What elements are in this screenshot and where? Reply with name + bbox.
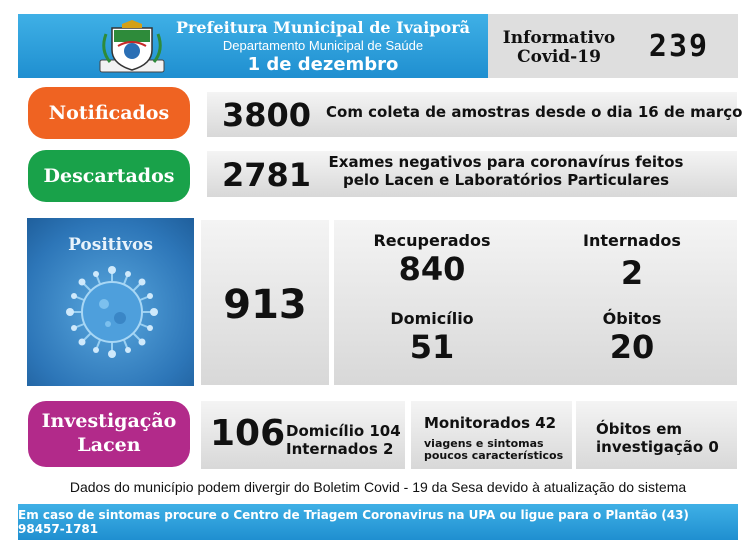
disclaimer-text: Dados do município podem divergir do Boletim Covid - 19 da Sesa devido à atualização do sistema bbox=[69, 479, 687, 495]
descartados-description bbox=[326, 153, 686, 189]
positivos-value: 913 bbox=[223, 282, 307, 328]
department-name: Departamento Municipal de Saúde bbox=[222, 38, 424, 53]
municipal-seal-icon bbox=[96, 20, 168, 76]
investigacao-label bbox=[28, 401, 190, 467]
recuperados-value: 840 bbox=[398, 250, 466, 288]
internados-label: Internados bbox=[583, 231, 681, 250]
monitorados-note-line2: poucos característicos bbox=[424, 449, 564, 462]
descartados-description-line1: Exames negativos para coronavírus feitos bbox=[328, 153, 684, 171]
monitorados-note bbox=[424, 438, 563, 462]
contact-footer: Em caso de sintomas procure o Centro de Triagem Coronavirus na UPA ou ligue para o Plantão (43) 98457-1781 bbox=[18, 504, 738, 540]
obitos-investigacao-line1: Óbitos em bbox=[596, 420, 683, 438]
monitorados-value: Monitorados 42 bbox=[424, 414, 557, 432]
descartados-label: Descartados bbox=[28, 150, 190, 202]
monitorados-note-line1: viagens e sintomas bbox=[424, 437, 544, 450]
obitos-investigacao bbox=[596, 420, 719, 456]
bulletin-date: 1 de dezembro bbox=[247, 54, 399, 75]
bulletin-number: 239 bbox=[648, 29, 710, 64]
descartados-value: 2781 bbox=[222, 156, 312, 194]
investigacao-label-line2: Lacen bbox=[77, 434, 141, 456]
obitos-investigacao-line2: investigação 0 bbox=[596, 438, 719, 456]
obitos-value: 20 bbox=[609, 328, 655, 366]
obitos-label: Óbitos bbox=[602, 309, 662, 328]
domicilio-value: 51 bbox=[409, 328, 455, 366]
municipality-title: Prefeitura Municipal de Ivaiporã bbox=[175, 18, 471, 37]
investigacao-label-line1: Investigação bbox=[41, 410, 177, 433]
investigacao-breakdown bbox=[286, 422, 401, 458]
header-banner bbox=[18, 14, 738, 78]
notificados-label: Notificados bbox=[28, 87, 190, 139]
internados-value: 2 bbox=[620, 254, 644, 292]
notificados-value: 3800 bbox=[222, 96, 312, 134]
notificados-description: Com coleta de amostras desde o dia 16 de março bbox=[326, 103, 743, 121]
recuperados-label: Recuperados bbox=[373, 231, 491, 250]
investigacao-internados: Internados 2 bbox=[286, 440, 394, 458]
positivos-label: Positivos bbox=[68, 235, 153, 255]
coronavirus-icon bbox=[62, 262, 162, 362]
domicilio-label: Domicílio bbox=[390, 309, 474, 328]
investigacao-value: 106 bbox=[210, 413, 286, 454]
investigacao-domicilio: Domicílio 104 bbox=[286, 422, 401, 440]
covid-label: Covid-19 bbox=[517, 47, 601, 67]
informativo-label: Informativo bbox=[502, 28, 616, 48]
descartados-description-line2: pelo Lacen e Laboratórios Particulares bbox=[342, 171, 670, 189]
